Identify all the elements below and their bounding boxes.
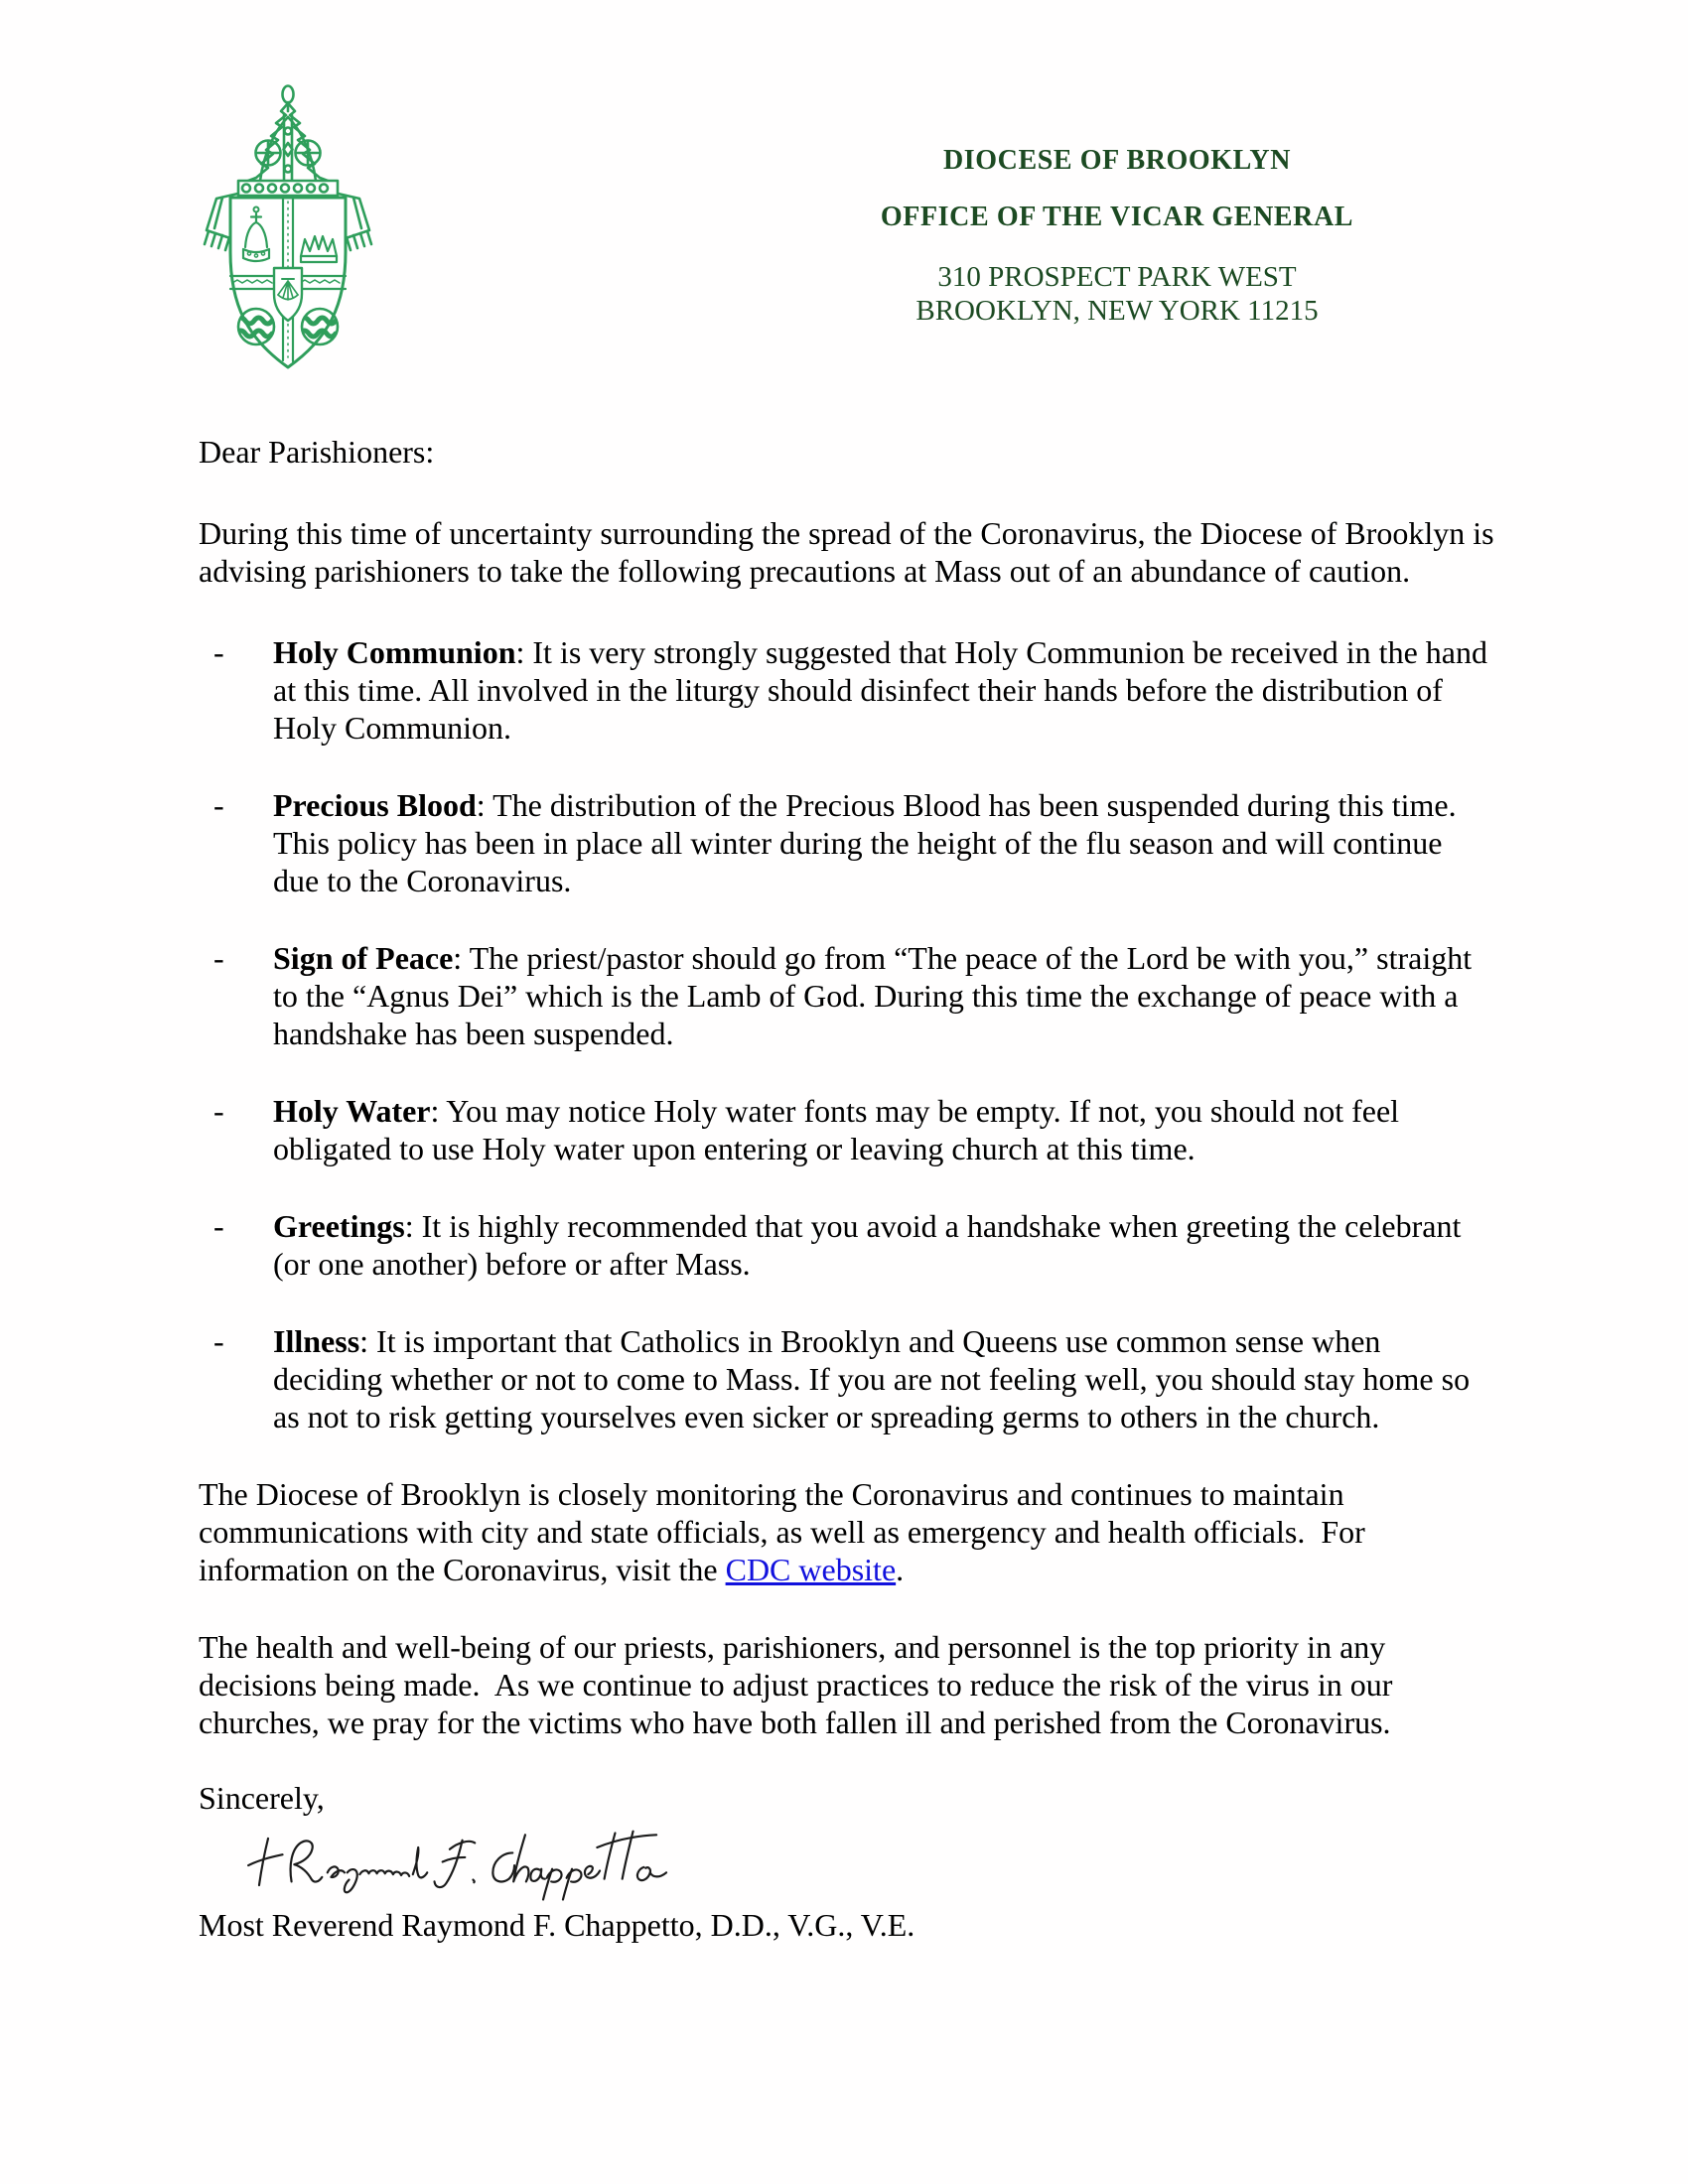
bullet-marker: - — [213, 634, 224, 670]
bullet-title: Illness — [273, 1323, 360, 1359]
letterhead — [720, 145, 1514, 328]
intro-paragraph: During this time of uncertainty surrounding the spread of the Coronavirus, the Diocese of Brooklyn is advising parishioners to take the following precautions at Mass out of an abundance of caution. — [199, 515, 1502, 589]
signoff: Sincerely, — [199, 1780, 325, 1816]
list-item-precious-blood — [199, 786, 1494, 899]
bullet-marker: - — [213, 940, 224, 976]
list-item-sign-of-peace — [199, 939, 1494, 1052]
bullet-text: : The distribution of the Precious Blood has been suspended during this time. This policy has been in place all winter during the height of the flu season and will continue due to the Coronavirus. — [273, 787, 1465, 898]
list-item-holy-water — [199, 1092, 1494, 1167]
office-name: OFFICE OF THE VICAR GENERAL — [880, 202, 1354, 232]
address — [720, 260, 1514, 328]
bullet-marker: - — [213, 1323, 224, 1359]
diocese-coat-of-arms-icon — [189, 81, 387, 379]
precautions-list — [199, 633, 1494, 1435]
address-line-2: BROOKLYN, NEW YORK 11215 — [915, 295, 1319, 327]
handwritten-signature — [214, 1819, 721, 1904]
list-item-greetings — [199, 1207, 1494, 1283]
address-line-1: 310 PROSPECT PARK WEST — [937, 261, 1297, 293]
bullet-title: Precious Blood — [273, 787, 477, 823]
bullet-text: : It is highly recommended that you avoid a handshake when greeting the celebrant (or one another) before or after Mass. — [273, 1208, 1470, 1282]
monitoring-paragraph — [199, 1475, 1494, 1588]
salutation: Dear Parishioners: — [199, 434, 435, 470]
bullet-marker: - — [213, 787, 224, 823]
bullet-title: Holy Water — [273, 1093, 431, 1129]
bullet-title: Greetings — [273, 1208, 405, 1244]
bullet-marker: - — [213, 1093, 224, 1129]
bullet-title: Sign of Peace — [273, 940, 454, 976]
bullet-marker: - — [213, 1208, 224, 1244]
bullet-title: Holy Communion — [273, 634, 516, 670]
bullet-text: : The priest/pastor should go from “The peace of the Lord be with you,” straight to the “Agnus Dei” which is the Lamb of God. During this time the exchange of peace with a handshake has been suspended. — [273, 940, 1480, 1051]
bullet-text: : It is very strongly suggested that Holy Communion be received in the hand at this time. All involved in the liturgy should disinfect their hands before the distribution of Holy Communion. — [273, 634, 1495, 746]
letter-body — [199, 433, 1502, 1944]
signer-name: Most Reverend Raymond F. Chappetto, D.D., V.G., V.E. — [199, 1907, 915, 1943]
list-item-holy-communion — [199, 633, 1494, 747]
paragraph-text-after-link: . — [896, 1552, 905, 1587]
health-priority-paragraph: The health and well-being of our priests, parishioners, and personnel is the top priority in any decisions being made. As we continue to adjust practices to reduce the risk of the virus in our churches, we pray for the victims who have both fallen ill and perished from the Coronavirus. — [199, 1629, 1401, 1740]
bullet-text: : You may notice Holy water fonts may be empty. If not, you should not feel obligated to use Holy water upon entering or leaving church at this time. — [273, 1093, 1408, 1166]
org-name: DIOCESE OF BROOKLYN — [942, 145, 1292, 176]
bullet-text: : It is important that Catholics in Brooklyn and Queens use common sense when deciding whether or not to come to Mass. If you are not feeling well, you should stay home so as not to risk getting yourselves even sicker or spreading germs to others in the church. — [273, 1323, 1478, 1434]
list-item-illness — [199, 1322, 1494, 1435]
paragraph-text-before-link: The Diocese of Brooklyn is closely monitoring the Coronavirus and continues to maintain communications with city and state officials, as well as emergency and health officials. For information on the Coronavirus, visit the — [199, 1476, 1373, 1587]
cdc-website-link[interactable]: CDC website — [725, 1552, 897, 1587]
